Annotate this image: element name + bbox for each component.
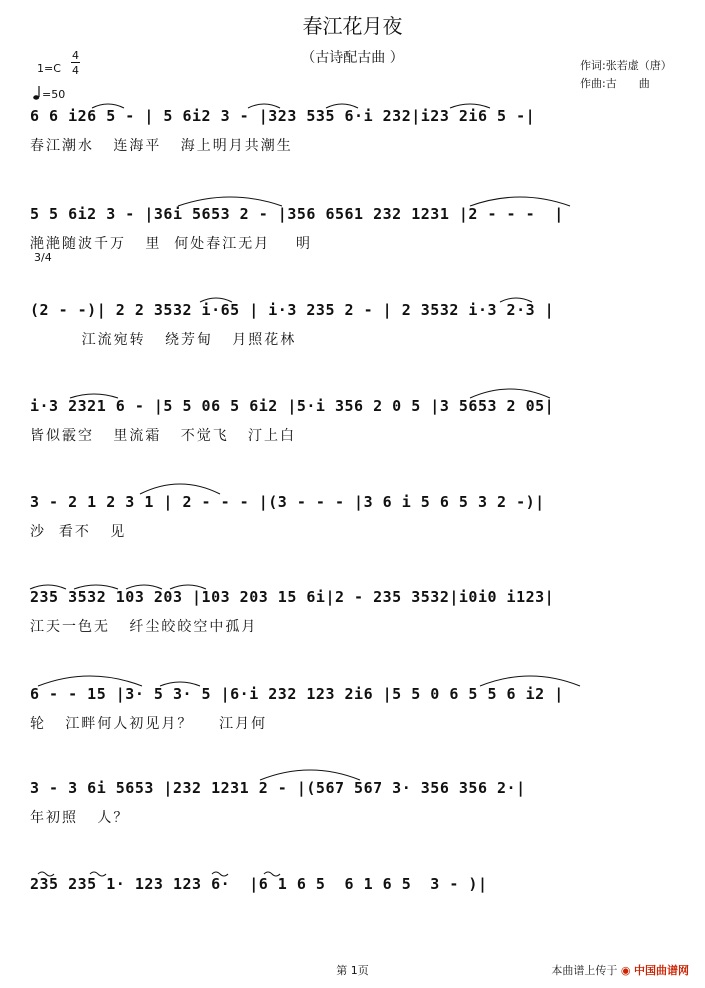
score-line-6 (30, 583, 690, 667)
time-signature-top: 4 (72, 49, 79, 62)
lyrics: 滟滟随波千万 里 何处春江无月 明 (30, 236, 313, 252)
site-logo-icon: ◉ (620, 964, 631, 977)
lyrics: 沙 看不 见 (30, 524, 127, 540)
score-line-4 (30, 392, 690, 476)
lyrics: 皆似霰空 里流霜 不觉飞 汀上白 (30, 428, 297, 444)
score-line-8 (30, 774, 690, 858)
lyricist-credit: 作词:张若虚（唐） (580, 59, 672, 72)
upload-footer (551, 962, 689, 978)
jianpu-notes: 235 235 1· 123 123 6· |6 1 6 5 6 1 6 5 3 - )| (30, 875, 488, 893)
upload-text: 本曲谱上传于 (551, 964, 618, 977)
quarter-note-icon (33, 86, 42, 100)
score-line-5 (30, 488, 690, 572)
jianpu-notes: 6 6 i26 5 - | 5 6i2 3 - |323 535 6·i 232|i23 2i6 5 -| (30, 107, 536, 125)
score-line-2 (30, 200, 690, 284)
page-title: 春江花月夜 (302, 14, 403, 38)
time-change-mark: 3/4 (34, 251, 52, 264)
jianpu-notes: 3 - 2 1 2 3 1 | 2 - - - |(3 - - - |3 6 i 5 6 5 3 2 -)| (30, 493, 545, 511)
time-signature-bottom: 4 (72, 64, 79, 77)
jianpu-notes: 235 3532 103 203 |103 203 15 6i|2 - 235 3532|i0i0 i123| (30, 588, 555, 606)
site-name: 中国曲谱网 (634, 964, 689, 977)
lyrics: 轮 江畔何人初见月？ 江月何 (30, 716, 268, 732)
key-signature: 1=C (37, 62, 61, 75)
jianpu-notes: (2 - -)| 2 2 3532 i·65 | i·3 235 2 - | 2 3532 i·3 2·3 | (30, 301, 555, 319)
lyrics: 春江潮水 连海平 海上明月共潮生 (30, 138, 293, 154)
page-subtitle: （古诗配古曲 ） (301, 50, 404, 66)
score-line-1 (30, 102, 690, 186)
jianpu-notes: 3 - 3 6i 5653 |232 1231 2 - |(567 567 3· 356 356 2·| (30, 779, 526, 797)
jianpu-notes: 6 - - 15 |3· 5 3· 5 |6·i 232 123 2i6 |5 5 0 6 5 5 6 i2 | (30, 685, 564, 703)
score-line-3 (30, 296, 690, 380)
score-line-9 (30, 870, 690, 954)
time-signature-bar (71, 62, 80, 63)
composer-credit: 作曲:古 曲 (580, 77, 650, 90)
jianpu-notes: i·3 2321 6 - |5 5 06 5 6i2 |5·i 356 2 0 5 |3 5653 2 05| (30, 397, 555, 415)
lyrics: 江天一色无 纤尘皎皎空中孤月 (30, 619, 258, 635)
score-line-7 (30, 680, 690, 764)
page-number: 第 1页 (336, 964, 369, 977)
jianpu-notes: 5 5 6i2 3 - |36i 5653 2 - |356 6561 232 1231 |2 - - - | (30, 205, 564, 223)
lyrics: 江流宛转 绕芳甸 月照花林 (30, 332, 297, 348)
lyrics: 年初照 人？ (30, 810, 130, 826)
tempo-mark: =50 (42, 88, 66, 101)
